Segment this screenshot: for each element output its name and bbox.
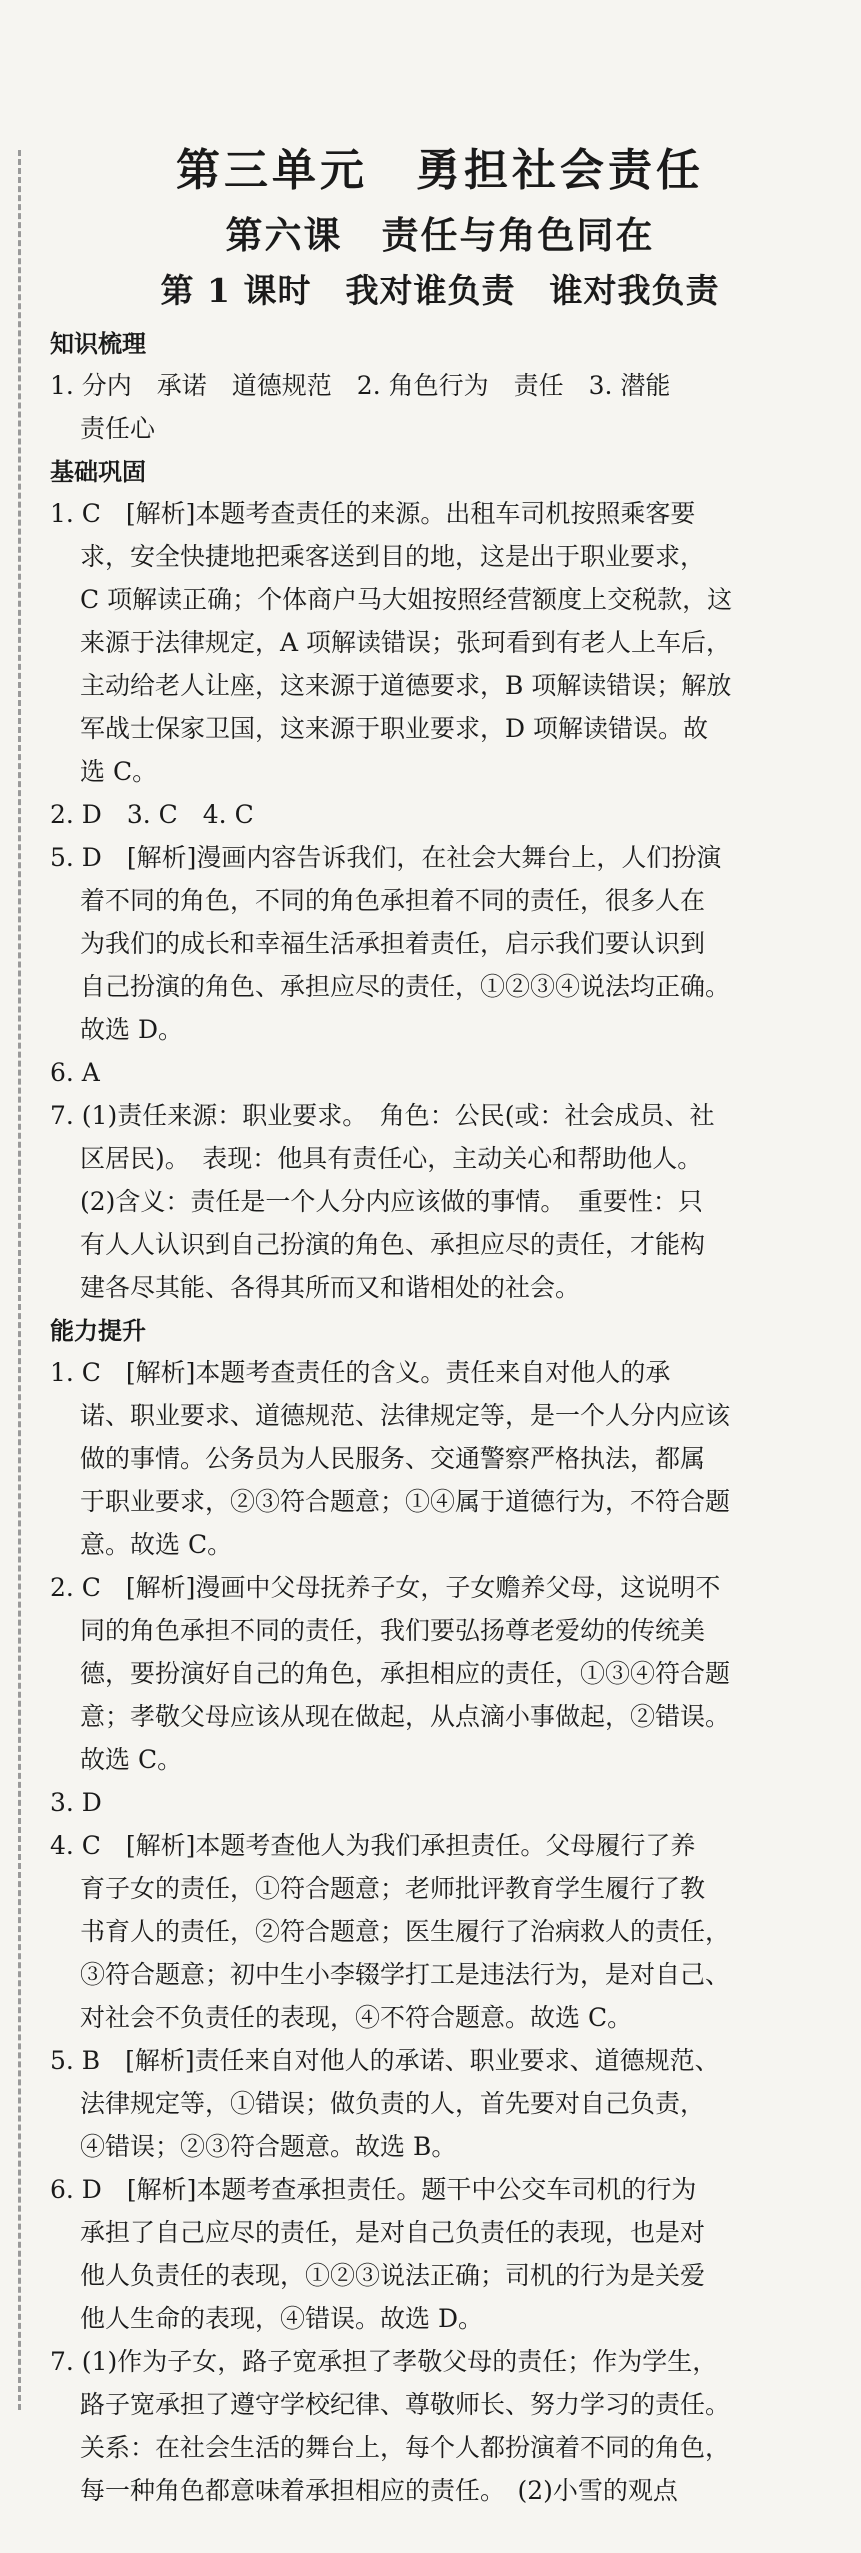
- answer-line: 5. B [解析]责任来自对他人的承诺、职业要求、道德规范、: [50, 2046, 720, 2075]
- answer-line: 德，要扮演好自己的角色，承担相应的责任，①③④符合题: [80, 1659, 731, 1688]
- answer-line: 1. C [解析]本题考查责任的来源。出租车司机按照乘客要: [50, 499, 696, 528]
- answer-line: 故选 C。: [80, 1745, 183, 1774]
- answer-line: 于职业要求，②③符合题意；①④属于道德行为，不符合题: [80, 1487, 731, 1516]
- answer-line: 建各尽其能、各得其所而又和谐相处的社会。: [80, 1273, 581, 1302]
- answer-line: 5. D [解析]漫画内容告诉我们，在社会大舞台上，人们扮演: [50, 843, 722, 872]
- answer-line: 3. D: [50, 1788, 102, 1817]
- answer-line: 同的角色承担不同的责任，我们要弘扬尊老爱幼的传统美: [80, 1616, 706, 1645]
- answer-line: 军战士保家卫国，这来源于职业要求，D 项解读错误。故: [80, 714, 708, 743]
- answer-line: 4. C [解析]本题考查他人为我们承担责任。父母履行了养: [50, 1831, 696, 1860]
- answer-line: 着不同的角色，不同的角色承担着不同的责任，很多人在: [80, 886, 706, 915]
- period-title: 第 1 课时 我对谁负责 谁对我负责: [160, 271, 720, 310]
- answer-item: [50, 492, 830, 793]
- answer-line: ④错误；②③符合题意。故选 B。: [80, 2132, 457, 2161]
- binding-dashed-line: [18, 150, 21, 2410]
- answer-item: [50, 1824, 830, 2039]
- answer-line: 7. (1)责任来源：职业要求。 角色：公民(或：社会成员、社: [50, 1101, 715, 1130]
- answer-line: 自己扮演的角色、承担应尽的责任，①②③④说法均正确。: [80, 972, 731, 1001]
- answer-line: 主动给老人让座，这来源于道德要求，B 项解读错误；解放: [80, 671, 732, 700]
- section-heading: 能力提升: [50, 1317, 146, 1345]
- answer-line: 2. D 3. C 4. C: [50, 800, 254, 829]
- answer-line: 1. C [解析]本题考查责任的含义。责任来自对他人的承: [50, 1358, 671, 1387]
- answer-item: [50, 1351, 830, 1566]
- lesson-title: 第六课 责任与角色同在: [225, 214, 655, 257]
- answer-line: 承担了自己应尽的责任，是对自己负责任的表现，也是对: [80, 2218, 706, 2247]
- answer-line: 选 C。: [80, 757, 158, 786]
- section-heading: 基础巩固: [50, 458, 146, 486]
- answer-item: [50, 1781, 830, 1824]
- answer-item: [50, 2168, 830, 2340]
- answer-sections: [50, 324, 830, 2512]
- section-heading: 知识梳理: [50, 330, 146, 358]
- answer-line: 做的事情。公务员为人民服务、交通警察严格执法，都属: [80, 1444, 706, 1473]
- answer-item: [50, 1051, 830, 1094]
- answer-line: 路子宽承担了遵守学校纪律、尊敬师长、努力学习的责任。: [80, 2390, 731, 2419]
- answer-line: 每一种角色都意味着承担相应的责任。 (2)小雪的观点: [80, 2476, 678, 2505]
- answer-line: ③符合题意；初中生小李辍学打工是违法行为，是对自己、: [80, 1960, 731, 1989]
- answer-line: 6. D [解析]本题考查承担责任。题干中公交车司机的行为: [50, 2175, 697, 2204]
- answer-line: 育子女的责任，①符合题意；老师批评教育学生履行了教: [80, 1874, 706, 1903]
- answer-line: (2)含义：责任是一个人分内应该做的事情。 重要性：只: [80, 1187, 703, 1216]
- answer-line: 意；孝敬父母应该从现在做起，从点滴小事做起，②错误。: [80, 1702, 731, 1731]
- answer-line: 对社会不负责任的表现，④不符合题意。故选 C。: [80, 2003, 633, 2032]
- answer-line: 书育人的责任，②符合题意；医生履行了治病救人的责任，: [80, 1917, 731, 1946]
- answer-item: [50, 836, 830, 1051]
- answer-line: 故选 D。: [80, 1015, 183, 1044]
- answer-item: [50, 1094, 830, 1309]
- answer-item: [50, 364, 830, 450]
- answer-line: 关系：在社会生活的舞台上，每个人都扮演着不同的角色，: [80, 2433, 731, 2462]
- answer-line: 来源于法律规定，A 项解读错误；张珂看到有老人上车后，: [80, 628, 732, 657]
- answer-item: [50, 2340, 830, 2512]
- answer-item: [50, 1566, 830, 1781]
- answer-line: 2. C [解析]漫画中父母抚养子女，子女赡养父母，这说明不: [50, 1573, 721, 1602]
- answer-item: [50, 793, 830, 836]
- answer-line: 7. (1)作为子女，路子宽承担了孝敬父母的责任；作为学生，: [50, 2347, 718, 2376]
- answer-line: 法律规定等，①错误；做负责的人，首先要对自己负责，: [80, 2089, 706, 2118]
- answer-line: 他人负责任的表现，①②③说法正确；司机的行为是关爱: [80, 2261, 706, 2290]
- answer-line: 诺、职业要求、道德规范、法律规定等，是一个人分内应该: [80, 1401, 731, 1430]
- answer-line: 6. A: [50, 1058, 100, 1087]
- unit-title: 第三单元 勇担社会责任: [176, 145, 704, 196]
- answer-line: 求，安全快捷地把乘客送到目的地，这是出于职业要求，: [80, 542, 706, 571]
- answer-item: [50, 2039, 830, 2168]
- answer-line: 意。故选 C。: [80, 1530, 233, 1559]
- answer-line: 为我们的成长和幸福生活承担着责任，启示我们要认识到: [80, 929, 706, 958]
- answer-line: 他人生命的表现，④错误。故选 D。: [80, 2304, 483, 2333]
- answer-line: 有人人认识到自己扮演的角色、承担应尽的责任，才能构: [80, 1230, 706, 1259]
- answer-line: 区居民)。 表现：他具有责任心，主动关心和帮助他人。: [80, 1144, 703, 1173]
- answer-line: 1. 分内 承诺 道德规范 2. 角色行为 责任 3. 潜能: [50, 371, 671, 400]
- answer-line: C 项解读正确；个体商户马大姐按照经营额度上交税款，这: [80, 585, 733, 614]
- answer-line: 责任心: [80, 414, 156, 443]
- page-content: [50, 140, 830, 2512]
